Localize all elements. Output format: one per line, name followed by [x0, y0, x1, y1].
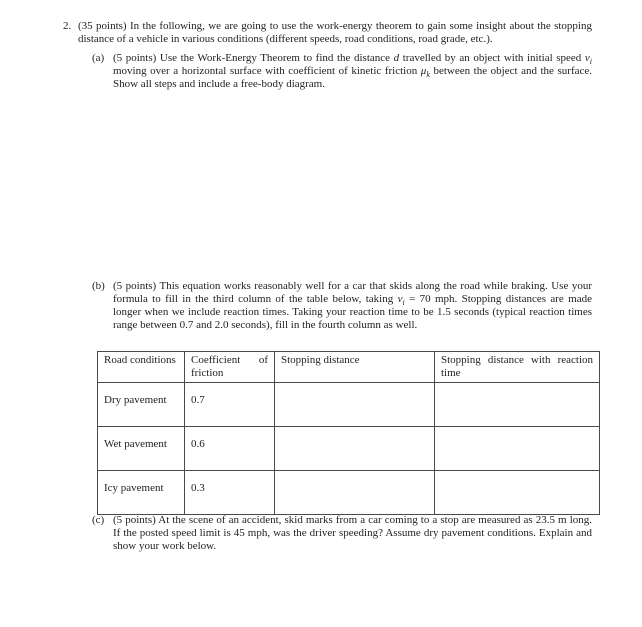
- math-sub-k: k: [426, 70, 430, 80]
- cell-stopping-distance-blank: [275, 471, 435, 515]
- part-b-text: [113, 280, 592, 332]
- part-a-label: (a): [92, 52, 105, 64]
- math-var-d: d: [393, 52, 400, 64]
- part-a-text: [113, 52, 592, 91]
- table-row-wet-pavement: [98, 427, 600, 471]
- problem-number: 2.: [63, 20, 72, 32]
- col-header-stopping-distance: Stopping distance: [275, 352, 435, 383]
- cell-stopping-distance-reaction-blank: [435, 383, 600, 427]
- col-header-coefficient-of-friction: Coefficient of friction: [185, 352, 275, 383]
- table-header-row: [98, 352, 600, 383]
- math-var-v: v: [584, 52, 590, 64]
- part-b-text-1: (5 points) This equation works reasonably well for a car that skids along the road while braking. Use your formula to fill in the third column of the table below, taking: [113, 280, 592, 305]
- part-a-text-4: between the object and the surface. Show all steps and include a free-body diagram.: [113, 65, 592, 90]
- part-b-text-2: = 70 mph. Stopping distances are made longer when we include reaction times. Taking your reaction time to be 1.5 seconds (typical reaction times range between 0.7 and 2.0 seconds), fill in the fourth column as well.: [113, 293, 592, 331]
- cell-road-condition: Icy pavement: [98, 471, 185, 515]
- part-a-text-3: moving over a horizontal surface with coefficient of kinetic friction: [113, 65, 421, 77]
- cell-friction-coefficient: 0.6: [185, 427, 275, 471]
- math-var-mu: μ: [420, 65, 427, 77]
- part-a-text-2: travelled by an object with initial speed: [399, 52, 585, 64]
- cell-road-condition: Wet pavement: [98, 427, 185, 471]
- part-b-label: (b): [92, 280, 105, 292]
- part-c-label: (c): [92, 514, 105, 526]
- cell-friction-coefficient: 0.7: [185, 383, 275, 427]
- table-row-dry-pavement: [98, 383, 600, 427]
- table-row-icy-pavement: [98, 471, 600, 515]
- math-var-v: v: [397, 293, 403, 305]
- cell-friction-coefficient: 0.3: [185, 471, 275, 515]
- cell-stopping-distance-reaction-blank: [435, 427, 600, 471]
- cell-road-condition: Dry pavement: [98, 383, 185, 427]
- part-c-text: (5 points) At the scene of an accident, skid marks from a car coming to a stop are measured as 23.5 m long. If the posted speed limit is 45 mph, was the driver speeding? Assume dry pavement conditions. Explain and show your work below.: [113, 514, 592, 552]
- cell-stopping-distance-blank: [275, 427, 435, 471]
- col-header-road-conditions: Road conditions: [98, 352, 185, 383]
- cell-stopping-distance-reaction-blank: [435, 471, 600, 515]
- math-sub-i: i: [589, 57, 592, 67]
- col-header-stopping-distance-reaction-time: Stopping distance with reaction time: [435, 352, 600, 383]
- stopping-distance-table: [97, 351, 600, 515]
- cell-stopping-distance-blank: [275, 383, 435, 427]
- part-a-text-1: (5 points) Use the Work-Energy Theorem to find the distance: [113, 52, 394, 64]
- problem-intro: (35 points) In the following, we are going to use the work-energy theorem to gain some insight about the stopping distance of a vehicle in various conditions (different speeds, road conditions, road grade, etc.).: [78, 20, 592, 45]
- math-sub-i: i: [402, 298, 405, 308]
